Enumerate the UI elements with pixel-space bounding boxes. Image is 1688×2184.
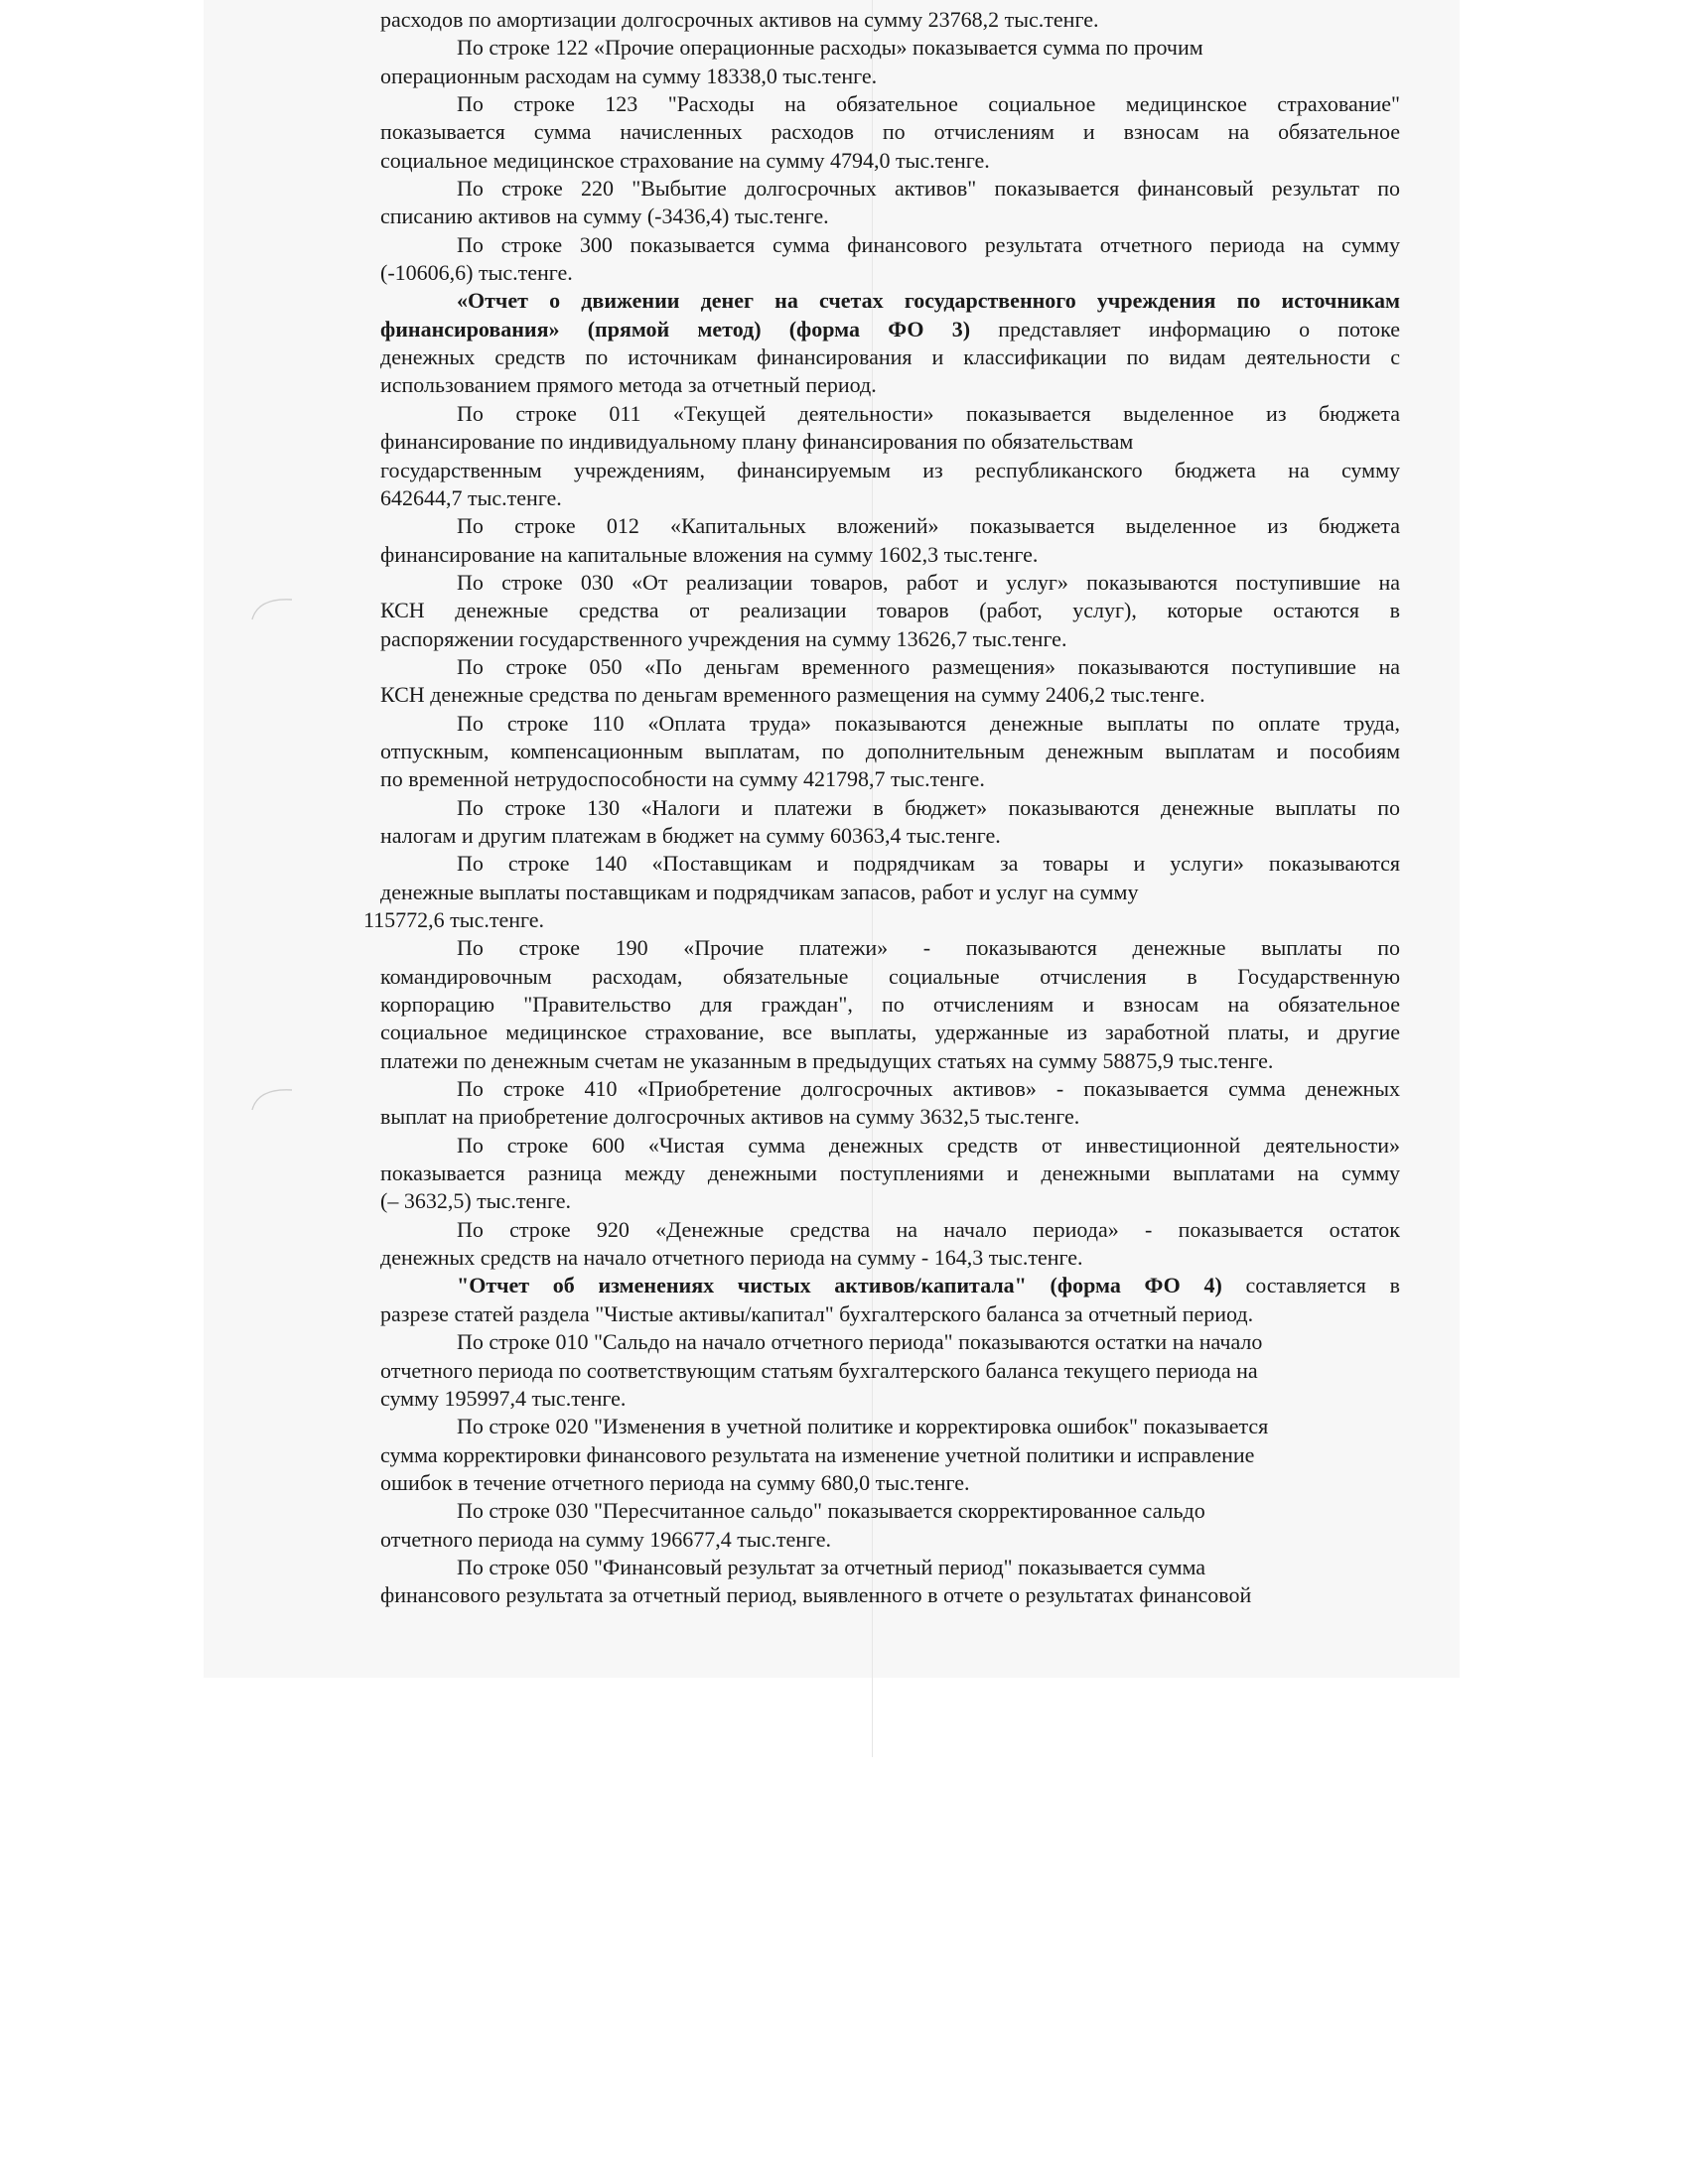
- text-line: [380, 175, 1400, 203]
- text-line: [380, 259, 1400, 287]
- line-text: По строке 140 «Поставщикам и подрядчикам за товары и услуги» показываются: [457, 851, 1400, 877]
- line-text: отчетного периода на сумму 196677,4 тыс.тенге.: [380, 1526, 832, 1552]
- text-line: [380, 90, 1400, 118]
- text-line: [380, 1385, 1400, 1413]
- line-text: по временной нетрудоспособности на сумму 421798,7 тыс.тенге.: [380, 766, 985, 792]
- text-line: [380, 1075, 1400, 1103]
- text-line: [380, 63, 1400, 90]
- text-line: [380, 1581, 1400, 1609]
- text-line: [380, 1357, 1400, 1385]
- line-text: По строке 050 «По деньгам временного размещения» показываются поступившие на: [457, 653, 1400, 679]
- text-line: [380, 343, 1400, 371]
- line-text: По строке 220 "Выбытие долгосрочных активов" показывается финансовый результат по: [457, 176, 1400, 202]
- text-line: [380, 1272, 1400, 1299]
- text-line: [380, 822, 1400, 850]
- bold-heading-text: «Отчет о движении денег на счетах государственного учреждения по источникам: [457, 288, 1400, 314]
- text-line: [380, 287, 1400, 315]
- text-line: [380, 1526, 1400, 1554]
- text-line: [380, 794, 1400, 822]
- line-text: финансирование по индивидуальному плану финансирования по обязательствам: [380, 429, 1134, 455]
- text-line: [380, 1469, 1400, 1497]
- text-line: [380, 541, 1400, 569]
- line-text: По строке 010 "Сальдо на начало отчетного периода" показываются остатки на начало: [457, 1329, 1263, 1355]
- line-text: По строке 190 «Прочие платежи» - показываются денежные выплаты по: [457, 935, 1400, 961]
- text-line: [380, 118, 1400, 146]
- line-text: денежных средств на начало отчетного периода на сумму - 164,3 тыс.тенге.: [380, 1245, 1083, 1271]
- text-line: [380, 1132, 1400, 1160]
- line-text: показывается разница между денежными поступлениями и денежными выплатами на сумму: [380, 1160, 1400, 1186]
- line-text: командировочным расходам, обязательные социальные отчисления в Государственную: [380, 963, 1400, 989]
- line-text: денежных средств по источникам финансирования и классификации по видам деятельности с: [380, 344, 1400, 370]
- line-text: выплат на приобретение долгосрочных активов на сумму 3632,5 тыс.тенге.: [380, 1104, 1080, 1130]
- line-text: По строке 130 «Налоги и платежи в бюджет» показываются денежные выплаты по: [457, 794, 1400, 820]
- line-text: финансового результата за отчетный период, выявленного в отчете о результатах финансовой: [380, 1582, 1252, 1608]
- line-text: отчетного периода по соответствующим статьям бухгалтерского баланса текущего периода на: [380, 1357, 1258, 1383]
- text-line: [380, 765, 1400, 793]
- text-line: [380, 316, 1400, 343]
- line-text: социальное медицинское страхование, все выплаты, удержанные из заработной платы, и другие: [380, 1020, 1400, 1045]
- text-line: [380, 457, 1400, 484]
- line-text: отпускным, компенсационным выплатам, по дополнительным денежным выплатам и пособиям: [380, 738, 1400, 763]
- text-line: [380, 1216, 1400, 1244]
- text-line: [380, 1328, 1400, 1356]
- line-text: налогам и другим платежам в бюджет на сумму 60363,4 тыс.тенге.: [380, 822, 1001, 848]
- bold-heading-text: финансирования» (прямой метод) (форма ФО 3): [380, 316, 971, 341]
- text-line: [380, 934, 1400, 962]
- bold-heading-text: "Отчет об изменениях чистых активов/капитала" (форма ФО 4): [457, 1273, 1222, 1298]
- text-line: [380, 850, 1400, 878]
- line-text: По строке 920 «Денежные средства на начало периода» - показывается остаток: [457, 1216, 1400, 1242]
- line-text: 642644,7 тыс.тенге.: [380, 484, 562, 510]
- line-text: По строке 020 "Изменения в учетной политике и корректировка ошибок" показывается: [457, 1414, 1269, 1439]
- line-text: сумма корректировки финансового результата на изменение учетной политики и исправление: [380, 1441, 1255, 1467]
- line-text: По строке 011 «Текущей деятельности» показывается выделенное из бюджета: [457, 400, 1400, 426]
- line-text: По строке 410 «Приобретение долгосрочных активов» - показывается сумма денежных: [457, 1076, 1400, 1102]
- line-text: КСН денежные средства по деньгам временного размещения на сумму 2406,2 тыс.тенге.: [380, 682, 1205, 708]
- line-text: 115772,6 тыс.тенге.: [363, 907, 544, 932]
- text-line: [380, 738, 1400, 765]
- line-text: По строке 030 "Пересчитанное сальдо" показывается скорректированное сальдо: [457, 1498, 1205, 1524]
- line-text: составляется в: [1221, 1273, 1400, 1298]
- line-text: представляет информацию о потоке: [970, 316, 1400, 341]
- punch-hole-mark-bottom: [248, 1084, 296, 1114]
- line-text: сумму 195997,4 тыс.тенге.: [380, 1385, 627, 1411]
- line-text: корпорацию "Правительство для граждан", по отчислениям и взносам на обязательное: [380, 992, 1400, 1018]
- punch-hole-mark-top: [248, 594, 296, 623]
- line-text: По строке 012 «Капитальных вложений» показывается выделенное из бюджета: [457, 513, 1400, 539]
- text-line: [380, 1047, 1400, 1075]
- line-text: По строке 600 «Чистая сумма денежных средств от инвестиционной деятельности»: [457, 1132, 1400, 1158]
- text-line: [380, 597, 1400, 624]
- text-line: [380, 147, 1400, 175]
- line-text: ошибок в течение отчетного периода на сумму 680,0 тыс.тенге.: [380, 1469, 970, 1495]
- line-text: распоряжении государственного учреждения на сумму 13626,7 тыс.тенге.: [380, 625, 1067, 651]
- text-line: [380, 1554, 1400, 1581]
- line-text: расходов по амортизации долгосрочных активов на сумму 23768,2 тыс.тенге.: [380, 7, 1099, 32]
- text-line: [380, 1103, 1400, 1131]
- line-text: (-10606,6) тыс.тенге.: [380, 260, 573, 286]
- line-text: платежи по денежным счетам не указанным в предыдущих статьях на сумму 58875,9 тыс.тенге.: [380, 1047, 1274, 1073]
- text-line: [380, 625, 1400, 653]
- line-text: (– 3632,5) тыс.тенге.: [380, 1188, 571, 1214]
- text-line: [380, 879, 1400, 906]
- text-line: [380, 6, 1400, 34]
- line-text: По строке 122 «Прочие операционные расходы» показывается сумма по прочим: [457, 35, 1203, 61]
- line-text: КСН денежные средства от реализации товаров (работ, услуг), которые остаются в: [380, 598, 1400, 623]
- text-line: [380, 1244, 1400, 1272]
- line-text: денежные выплаты поставщикам и подрядчикам запасов, работ и услуг на сумму: [380, 879, 1139, 904]
- text-line: [380, 428, 1400, 456]
- text-line: [380, 1413, 1400, 1440]
- line-text: разрезе статей раздела "Чистые активы/капитал" бухгалтерского баланса за отчетный период.: [380, 1300, 1254, 1326]
- document-body: [363, 6, 1400, 1610]
- text-line: [380, 681, 1400, 709]
- line-text: По строке 110 «Оплата труда» показываются денежные выплаты по оплате труда,: [457, 710, 1400, 736]
- text-line: [380, 512, 1400, 540]
- text-line: [380, 963, 1400, 991]
- text-line: [380, 231, 1400, 259]
- text-line: [380, 371, 1400, 399]
- text-line: [380, 203, 1400, 230]
- text-line: [363, 906, 1400, 934]
- line-text: По строке 030 «От реализации товаров, работ и услуг» показываются поступившие на: [457, 569, 1400, 595]
- line-text: По строке 050 "Финансовый результат за отчетный период" показывается сумма: [457, 1554, 1206, 1579]
- line-text: использованием прямого метода за отчетный период.: [380, 372, 877, 398]
- text-line: [380, 400, 1400, 428]
- line-text: финансирование на капитальные вложения на сумму 1602,3 тыс.тенге.: [380, 541, 1039, 567]
- line-text: государственным учреждениям, финансируемым из республиканского бюджета на сумму: [380, 457, 1400, 482]
- text-line: [380, 653, 1400, 681]
- text-line: [380, 569, 1400, 597]
- line-text: списанию активов на сумму (-3436,4) тыс.тенге.: [380, 204, 829, 229]
- text-line: [380, 1300, 1400, 1328]
- text-line: [380, 1497, 1400, 1525]
- text-line: [380, 484, 1400, 512]
- text-line: [380, 710, 1400, 738]
- line-text: По строке 300 показывается сумма финансового результата отчетного периода на сумму: [457, 231, 1400, 257]
- text-line: [380, 991, 1400, 1019]
- line-text: По строке 123 "Расходы на обязательное социальное медицинское страхование": [457, 91, 1400, 117]
- text-line: [380, 34, 1400, 62]
- text-line: [380, 1019, 1400, 1046]
- text-line: [380, 1187, 1400, 1215]
- text-line: [380, 1441, 1400, 1469]
- text-line: [380, 1160, 1400, 1187]
- line-text: показывается сумма начисленных расходов по отчислениям и взносам на обязательное: [380, 119, 1400, 145]
- line-text: социальное медицинское страхование на сумму 4794,0 тыс.тенге.: [380, 147, 990, 173]
- line-text: операционным расходам на сумму 18338,0 тыс.тенге.: [380, 63, 878, 88]
